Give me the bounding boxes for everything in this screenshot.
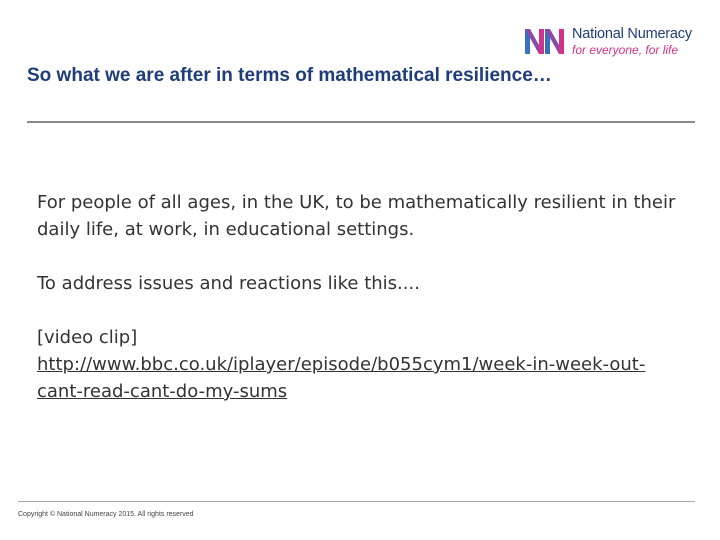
national-numeracy-logo-icon	[524, 26, 566, 56]
video-link-paragraph	[37, 351, 677, 405]
slide-body	[37, 189, 677, 405]
body-paragraph-resilience: For people of all ages, in the UK, to be mathematically resilient in their daily life, at work, in educational settings.	[37, 192, 676, 240]
video-clip-label: [video clip]	[37, 327, 138, 348]
logo-name: National Numeracy	[572, 26, 692, 42]
title-divider	[27, 121, 695, 123]
slide-title: So what we are after in terms of mathematical resilience…	[27, 65, 552, 86]
footer-copyright: Copyright © National Numeracy 2015. All rights reserved	[18, 511, 194, 518]
video-link[interactable]: http://www.bbc.co.uk/iplayer/episode/b055cym1/week-in-week-out-cant-read-cant-do-my-sums	[37, 354, 646, 402]
logo-tagline: for everyone, for life	[572, 42, 679, 57]
footer-divider	[18, 501, 695, 502]
logo-text	[572, 27, 692, 56]
national-numeracy-logo	[524, 24, 704, 58]
body-paragraph-issues: To address issues and reactions like this....	[37, 273, 420, 294]
